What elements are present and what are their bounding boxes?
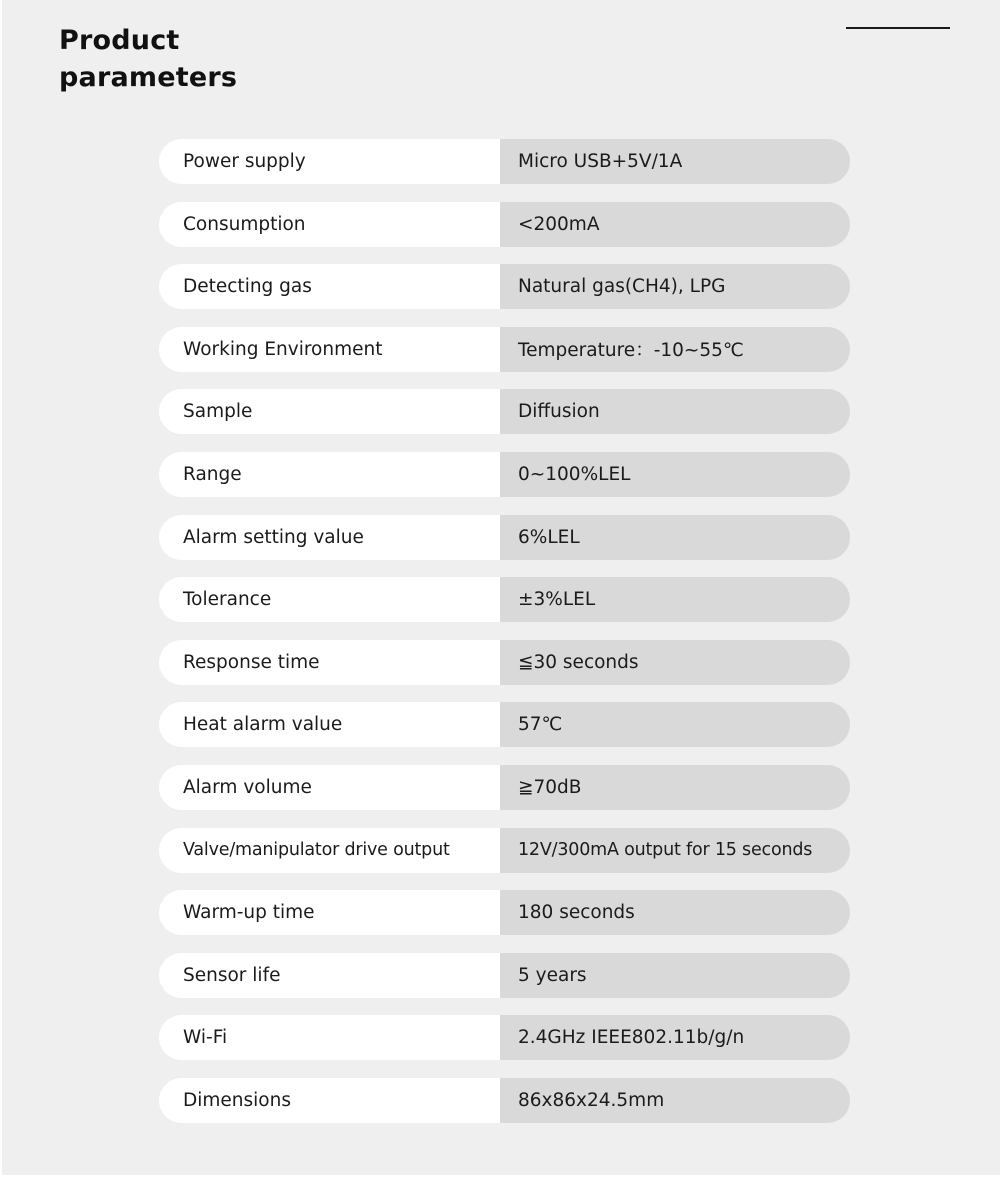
param-row-alarm-volume: [159, 765, 850, 810]
parameters-table: [159, 139, 850, 1141]
decorative-rule: [846, 27, 950, 29]
param-value: 2.4GHz IEEE802.11b/g/n: [500, 1015, 850, 1060]
param-label: Consumption: [159, 202, 500, 247]
param-row-range: [159, 452, 850, 497]
param-value: 6%LEL: [500, 515, 850, 560]
param-value: <200mA: [500, 202, 850, 247]
param-value: 86x86x24.5mm: [500, 1078, 850, 1123]
param-value: 5 years: [500, 953, 850, 998]
param-label: Warm-up time: [159, 890, 500, 935]
param-value: Micro USB+5V/1A: [500, 139, 850, 184]
param-row-dimensions: [159, 1078, 850, 1123]
param-row-sensor-life: [159, 953, 850, 998]
param-value: Temperature：-10~55℃: [500, 327, 850, 372]
param-row-response-time: [159, 640, 850, 685]
param-label: Alarm volume: [159, 765, 500, 810]
param-value: 0~100%LEL: [500, 452, 850, 497]
param-label: Tolerance: [159, 577, 500, 622]
param-row-sample: [159, 389, 850, 434]
param-label: Alarm setting value: [159, 515, 500, 560]
param-label: Wi-Fi: [159, 1015, 500, 1060]
param-label: Working Environment: [159, 327, 500, 372]
param-value: Natural gas(CH4), LPG: [500, 264, 850, 309]
param-value: ≦30 seconds: [500, 640, 850, 685]
page-title-line1: Product: [59, 25, 180, 56]
page-title-line2: parameters: [59, 62, 238, 93]
param-row-tolerance: [159, 577, 850, 622]
param-row-warm-up-time: [159, 890, 850, 935]
param-value: ±3%LEL: [500, 577, 850, 622]
page-title: [59, 22, 237, 96]
param-value: ≧70dB: [500, 765, 850, 810]
param-row-power-supply: [159, 139, 850, 184]
param-row-working-environment: [159, 327, 850, 372]
param-row-heat-alarm-value: [159, 702, 850, 747]
param-label: Power supply: [159, 139, 500, 184]
param-label: Valve/manipulator drive output: [159, 828, 500, 873]
param-row-consumption: [159, 202, 850, 247]
param-label: Heat alarm value: [159, 702, 500, 747]
param-label: Detecting gas: [159, 264, 500, 309]
param-row-detecting-gas: [159, 264, 850, 309]
param-value: 57℃: [500, 702, 850, 747]
param-label: Sensor life: [159, 953, 500, 998]
param-label: Dimensions: [159, 1078, 500, 1123]
param-value: 12V/300mA output for 15 seconds: [500, 828, 850, 873]
param-value: Diffusion: [500, 389, 850, 434]
param-row-wifi: [159, 1015, 850, 1060]
param-label: Range: [159, 452, 500, 497]
param-value: 180 seconds: [500, 890, 850, 935]
param-row-alarm-setting-value: [159, 515, 850, 560]
param-row-valve-drive-output: [159, 828, 850, 873]
param-label: Sample: [159, 389, 500, 434]
param-label: Response time: [159, 640, 500, 685]
